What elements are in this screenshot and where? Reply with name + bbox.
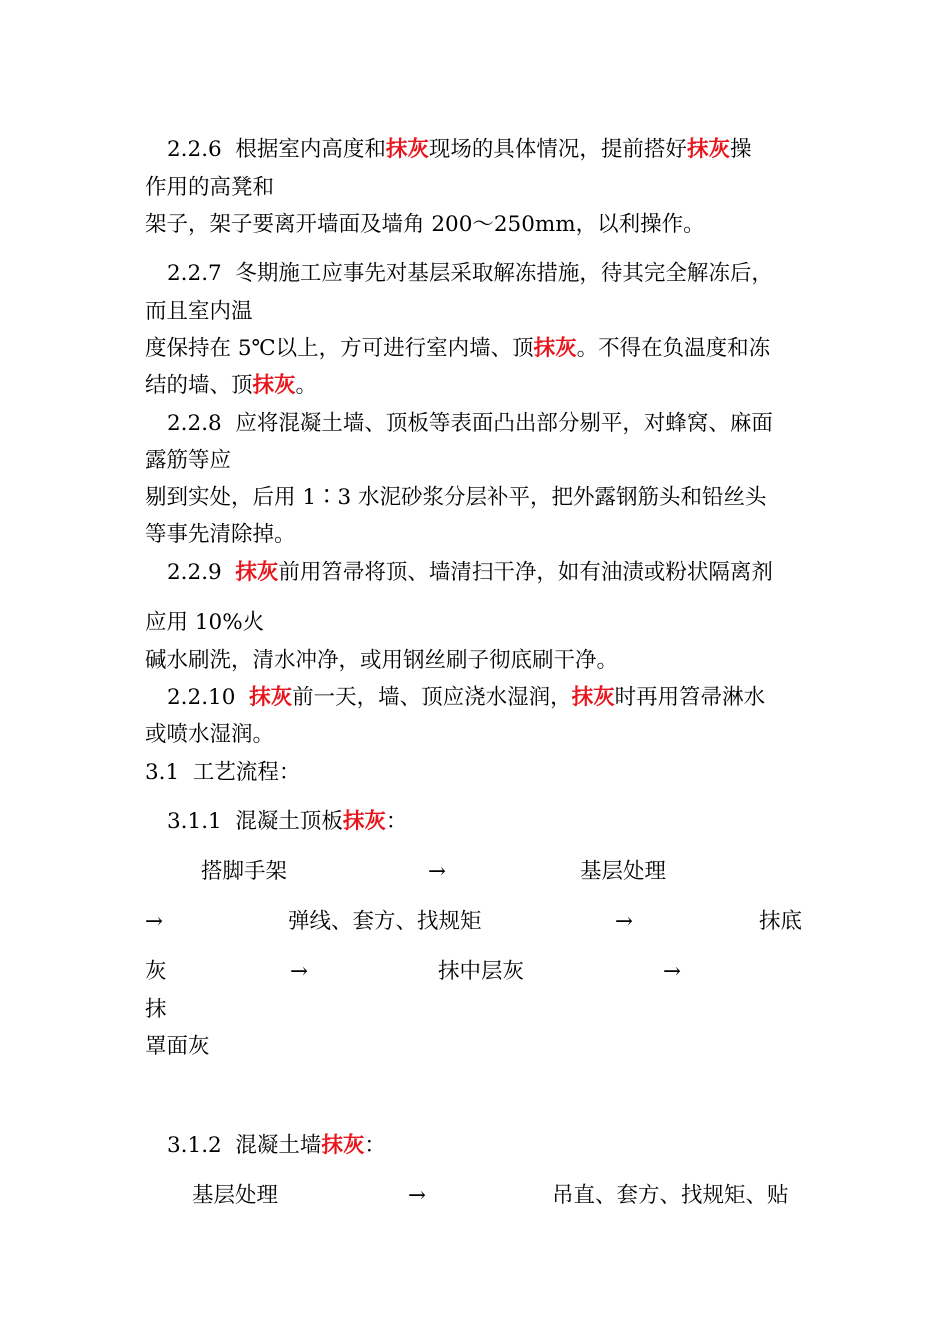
text: 时再用笤帚淋水 [614,685,766,710]
text: 。 [295,373,318,398]
flow-step: 吊直、套方、找规矩、贴 [552,1183,789,1208]
flow-step: 基层处理 [580,859,667,884]
heading-text: 工艺流程： [192,760,301,785]
text: ： [364,1133,386,1158]
para-228-line4: 等事先清除掉。 [145,522,296,547]
keyword-highlight: 抹灰 [235,560,279,585]
keyword-highlight: 抹灰 [571,685,615,710]
para-228-line2: 露筋等应 [145,448,232,473]
flow-step: 灰 [145,959,167,984]
text: ： [385,809,408,834]
para-229-line2: 应用 10%火 [145,610,265,635]
para-227-line4 [145,372,807,400]
arrow: → [428,859,447,884]
text: 前一天，墙、顶应浇水湿润， [292,685,572,710]
para-229-line1 [145,559,807,587]
section-number: 2.2.8 [167,411,222,436]
para-227-line1 [145,260,807,288]
flow-311-line5: 罩面灰 [145,1034,210,1059]
section-number: 2.2.7 [167,261,222,286]
section-number: 2.2.10 [167,685,236,710]
para-228-line1 [145,410,807,438]
text: 操 [729,137,752,162]
keyword-highlight: 抹灰 [252,373,296,398]
para-229-line3: 碱水刷洗，清水冲净，或用钢丝刷子彻底刷干净。 [145,648,619,673]
keyword-highlight: 抹灰 [249,685,293,710]
flow-step: 搭脚手架 [201,859,288,884]
heading-31 [145,759,807,787]
para-2210-line1 [145,684,807,712]
keyword-highlight: 抹灰 [321,1133,365,1158]
arrow: → [290,959,309,984]
para-226-line1 [145,136,807,164]
flow-step: 抹底 [759,909,803,934]
text: 冬期施工应事先对基层采取解冻措施，待其完全解冻后， [235,261,773,286]
keyword-highlight: 抹灰 [342,809,386,834]
text: 应将混凝土墙、顶板等表面凸出部分剔平，对蜂窝、麻面 [235,411,773,436]
text: 度保持在 5℃以上，方可进行室内墙、顶 [145,336,534,361]
heading-text: 混凝土墙 [235,1133,322,1158]
arrow: → [663,959,682,984]
para-226-line3: 架子，架子要离开墙面及墙角 200～250mm，以利操作。 [145,212,705,237]
keyword-highlight: 抹灰 [686,137,730,162]
text: 。不得在负温度和冻 [576,336,771,361]
text: 前用笤帚将顶、墙清扫干净，如有油渍或粉状隔离剂 [278,560,773,585]
arrow: → [408,1183,427,1208]
flow-step: 抹中层灰 [438,959,525,984]
para-226-line2: 作用的高凳和 [145,175,275,200]
text: 现场的具体情况，提前搭好 [428,137,687,162]
para-2210-line2: 或喷水湿润。 [145,722,275,747]
text: 根据室内高度和 [235,137,386,162]
heading-311 [145,808,807,836]
text: 结的墙、顶 [145,373,253,398]
section-number: 2.2.6 [167,137,222,162]
section-number: 3.1.1 [167,809,222,834]
flow-step: 基层处理 [192,1183,279,1208]
keyword-highlight: 抹灰 [385,137,429,162]
keyword-highlight: 抹灰 [533,336,577,361]
section-number: 3.1 [145,760,180,785]
flow-311-line4: 抹 [145,997,167,1022]
arrow: → [145,909,164,934]
para-227-line2: 而且室内温 [145,299,253,324]
arrow: → [615,909,634,934]
section-number: 2.2.9 [167,560,222,585]
section-number: 3.1.2 [167,1133,222,1158]
heading-text: 混凝土顶板 [235,809,343,834]
para-228-line3: 剔到实处，后用 1∶3 水泥砂浆分层补平，把外露钢筋头和铅丝头 [145,485,767,510]
flow-step: 弹线、套方、找规矩 [288,909,482,934]
para-227-line3 [145,335,807,363]
heading-312 [145,1132,807,1160]
